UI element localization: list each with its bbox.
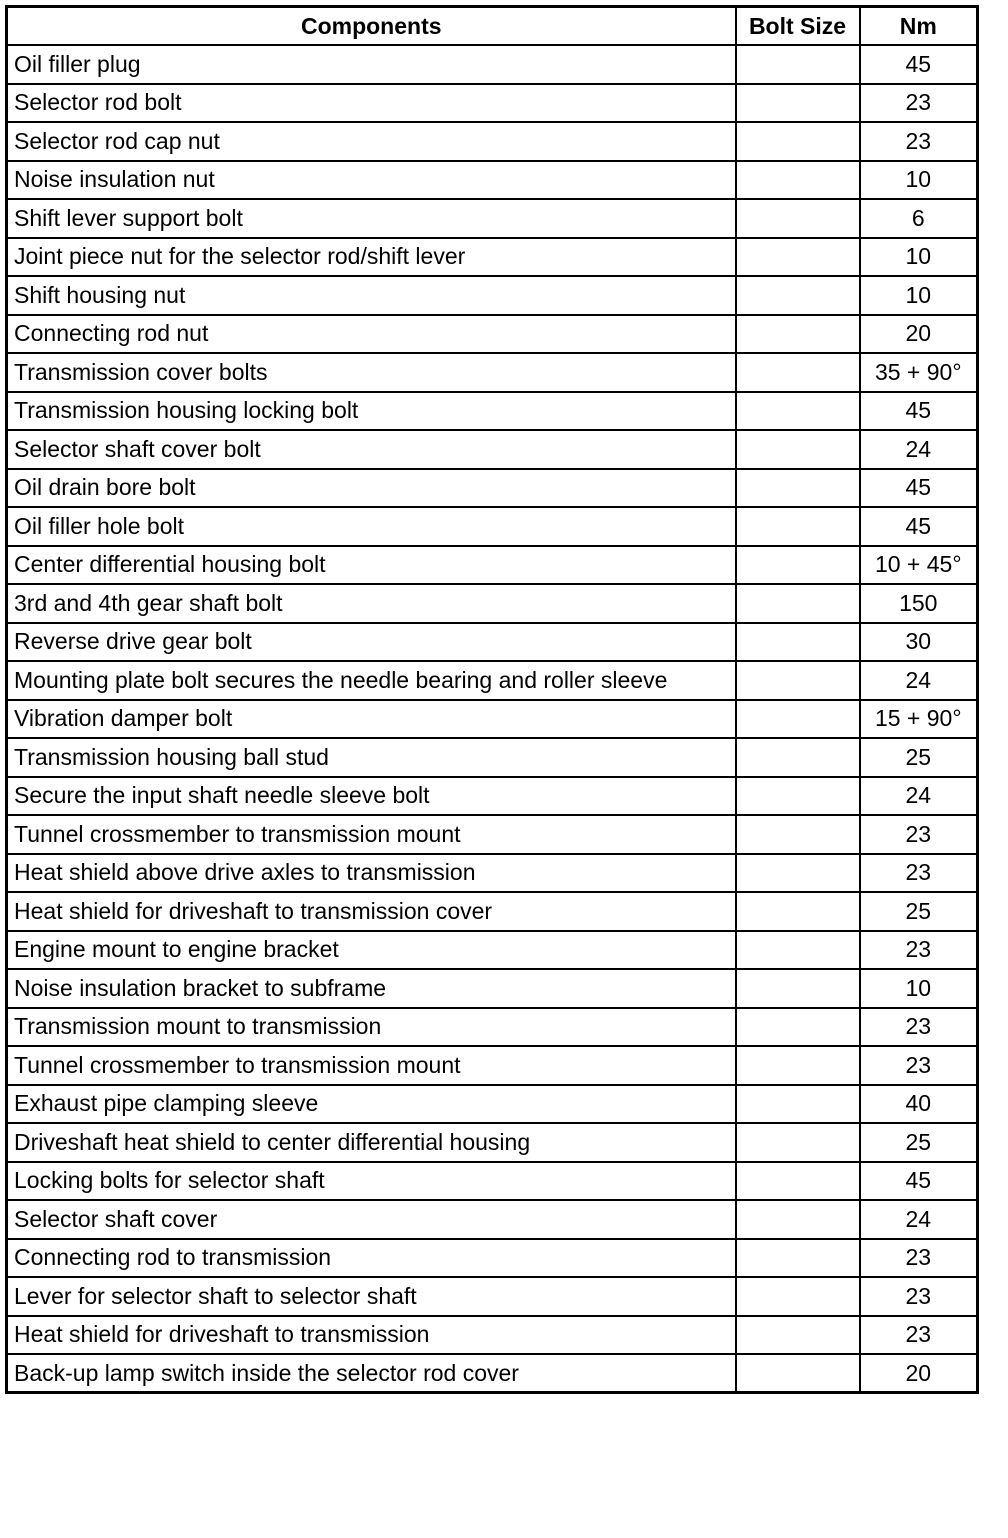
table-row: [7, 353, 978, 392]
column-header-nm: Nm: [860, 7, 978, 46]
bolt-size-cell: [736, 931, 860, 970]
component-cell: Exhaust pipe clamping sleeve: [7, 1085, 736, 1124]
bolt-size-cell: [736, 122, 860, 161]
torque-nm-cell: 24: [860, 1200, 978, 1239]
bolt-size-cell: [736, 661, 860, 700]
bolt-size-cell: [736, 1277, 860, 1316]
column-header-components: Components: [7, 7, 736, 46]
table-row: [7, 584, 978, 623]
component-cell: Tunnel crossmember to transmission mount: [7, 1046, 736, 1085]
torque-nm-cell: 10: [860, 969, 978, 1008]
torque-nm-cell: 25: [860, 738, 978, 777]
bolt-size-cell: [736, 1200, 860, 1239]
table-row: [7, 1316, 978, 1355]
component-cell: Lever for selector shaft to selector shaft: [7, 1277, 736, 1316]
table-row: [7, 815, 978, 854]
torque-nm-cell: 25: [860, 892, 978, 931]
bolt-size-cell: [736, 353, 860, 392]
component-cell: Selector rod cap nut: [7, 122, 736, 161]
table-row: [7, 700, 978, 739]
torque-nm-cell: 10: [860, 238, 978, 277]
component-cell: Selector rod bolt: [7, 84, 736, 123]
component-cell: Transmission cover bolts: [7, 353, 736, 392]
torque-nm-cell: 23: [860, 1239, 978, 1278]
bolt-size-cell: [736, 469, 860, 508]
component-cell: Connecting rod nut: [7, 315, 736, 354]
table-row: [7, 392, 978, 431]
bolt-size-cell: [736, 892, 860, 931]
bolt-size-cell: [736, 199, 860, 238]
component-cell: Mounting plate bolt secures the needle bearing and roller sleeve: [7, 661, 736, 700]
torque-nm-cell: 23: [860, 1277, 978, 1316]
table-row: [7, 854, 978, 893]
bolt-size-cell: [736, 507, 860, 546]
component-cell: Back-up lamp switch inside the selector rod cover: [7, 1354, 736, 1393]
torque-nm-cell: 15 + 90°: [860, 700, 978, 739]
table-row: [7, 1123, 978, 1162]
table-row: [7, 122, 978, 161]
bolt-size-cell: [736, 815, 860, 854]
component-cell: Engine mount to engine bracket: [7, 931, 736, 970]
component-cell: Transmission housing locking bolt: [7, 392, 736, 431]
torque-nm-cell: 25: [860, 1123, 978, 1162]
bolt-size-cell: [736, 1008, 860, 1047]
component-cell: Heat shield for driveshaft to transmission: [7, 1316, 736, 1355]
torque-nm-cell: 45: [860, 507, 978, 546]
bolt-size-cell: [736, 1316, 860, 1355]
bolt-size-cell: [736, 546, 860, 585]
component-cell: Heat shield above drive axles to transmission: [7, 854, 736, 893]
torque-nm-cell: 6: [860, 199, 978, 238]
table-row: [7, 1354, 978, 1393]
table-row: [7, 430, 978, 469]
bolt-size-cell: [736, 777, 860, 816]
torque-nm-cell: 45: [860, 392, 978, 431]
torque-nm-cell: 23: [860, 1046, 978, 1085]
bolt-size-cell: [736, 430, 860, 469]
bolt-size-cell: [736, 738, 860, 777]
torque-nm-cell: 45: [860, 45, 978, 84]
component-cell: Noise insulation bracket to subframe: [7, 969, 736, 1008]
bolt-size-cell: [736, 1239, 860, 1278]
table-row: [7, 546, 978, 585]
table-row: [7, 199, 978, 238]
component-cell: Tunnel crossmember to transmission mount: [7, 815, 736, 854]
component-cell: Noise insulation nut: [7, 161, 736, 200]
torque-nm-cell: 23: [860, 1008, 978, 1047]
bolt-size-cell: [736, 45, 860, 84]
table-row: [7, 238, 978, 277]
table-row: [7, 1046, 978, 1085]
bolt-size-cell: [736, 1123, 860, 1162]
table-row: [7, 84, 978, 123]
torque-nm-cell: 24: [860, 661, 978, 700]
bolt-size-cell: [736, 315, 860, 354]
torque-nm-cell: 150: [860, 584, 978, 623]
table-row: [7, 45, 978, 84]
torque-nm-cell: 45: [860, 1162, 978, 1201]
header-row: [7, 7, 978, 46]
torque-nm-cell: 24: [860, 777, 978, 816]
torque-nm-cell: 20: [860, 1354, 978, 1393]
torque-nm-cell: 30: [860, 623, 978, 662]
bolt-size-cell: [736, 161, 860, 200]
component-cell: Connecting rod to transmission: [7, 1239, 736, 1278]
table-row: [7, 1239, 978, 1278]
table-row: [7, 892, 978, 931]
table-row: [7, 507, 978, 546]
torque-nm-cell: 40: [860, 1085, 978, 1124]
component-cell: Oil drain bore bolt: [7, 469, 736, 508]
component-cell: 3rd and 4th gear shaft bolt: [7, 584, 736, 623]
table-row: [7, 661, 978, 700]
table-row: [7, 969, 978, 1008]
table-row: [7, 1162, 978, 1201]
component-cell: Locking bolts for selector shaft: [7, 1162, 736, 1201]
bolt-size-cell: [736, 623, 860, 662]
bolt-size-cell: [736, 276, 860, 315]
bolt-size-cell: [736, 969, 860, 1008]
table-body: [7, 45, 978, 1393]
bolt-size-cell: [736, 854, 860, 893]
table-row: [7, 1277, 978, 1316]
torque-nm-cell: 45: [860, 469, 978, 508]
table-row: [7, 469, 978, 508]
torque-nm-cell: 35 + 90°: [860, 353, 978, 392]
component-cell: Transmission housing ball stud: [7, 738, 736, 777]
component-cell: Shift housing nut: [7, 276, 736, 315]
bolt-size-cell: [736, 392, 860, 431]
component-cell: Center differential housing bolt: [7, 546, 736, 585]
bolt-size-cell: [736, 84, 860, 123]
bolt-size-cell: [736, 238, 860, 277]
component-cell: Oil filler hole bolt: [7, 507, 736, 546]
torque-nm-cell: 10: [860, 276, 978, 315]
bolt-size-cell: [736, 700, 860, 739]
bolt-size-cell: [736, 584, 860, 623]
component-cell: Secure the input shaft needle sleeve bolt: [7, 777, 736, 816]
torque-nm-cell: 20: [860, 315, 978, 354]
table-row: [7, 1008, 978, 1047]
torque-nm-cell: 10: [860, 161, 978, 200]
torque-spec-table: [5, 5, 979, 1394]
component-cell: Selector shaft cover: [7, 1200, 736, 1239]
column-header-bolt-size: Bolt Size: [736, 7, 860, 46]
torque-nm-cell: 10 + 45°: [860, 546, 978, 585]
component-cell: Transmission mount to transmission: [7, 1008, 736, 1047]
table-row: [7, 623, 978, 662]
bolt-size-cell: [736, 1354, 860, 1393]
bolt-size-cell: [736, 1162, 860, 1201]
table-row: [7, 1085, 978, 1124]
torque-nm-cell: 24: [860, 430, 978, 469]
component-cell: Oil filler plug: [7, 45, 736, 84]
bolt-size-cell: [736, 1046, 860, 1085]
table-row: [7, 738, 978, 777]
table-row: [7, 777, 978, 816]
component-cell: Shift lever support bolt: [7, 199, 736, 238]
torque-nm-cell: 23: [860, 1316, 978, 1355]
component-cell: Selector shaft cover bolt: [7, 430, 736, 469]
component-cell: Heat shield for driveshaft to transmission cover: [7, 892, 736, 931]
component-cell: Reverse drive gear bolt: [7, 623, 736, 662]
table-row: [7, 161, 978, 200]
table-row: [7, 276, 978, 315]
torque-nm-cell: 23: [860, 84, 978, 123]
torque-nm-cell: 23: [860, 122, 978, 161]
table-row: [7, 1200, 978, 1239]
component-cell: Vibration damper bolt: [7, 700, 736, 739]
component-cell: Joint piece nut for the selector rod/shift lever: [7, 238, 736, 277]
torque-nm-cell: 23: [860, 815, 978, 854]
table-row: [7, 315, 978, 354]
table-row: [7, 931, 978, 970]
component-cell: Driveshaft heat shield to center differential housing: [7, 1123, 736, 1162]
torque-nm-cell: 23: [860, 854, 978, 893]
torque-nm-cell: 23: [860, 931, 978, 970]
bolt-size-cell: [736, 1085, 860, 1124]
